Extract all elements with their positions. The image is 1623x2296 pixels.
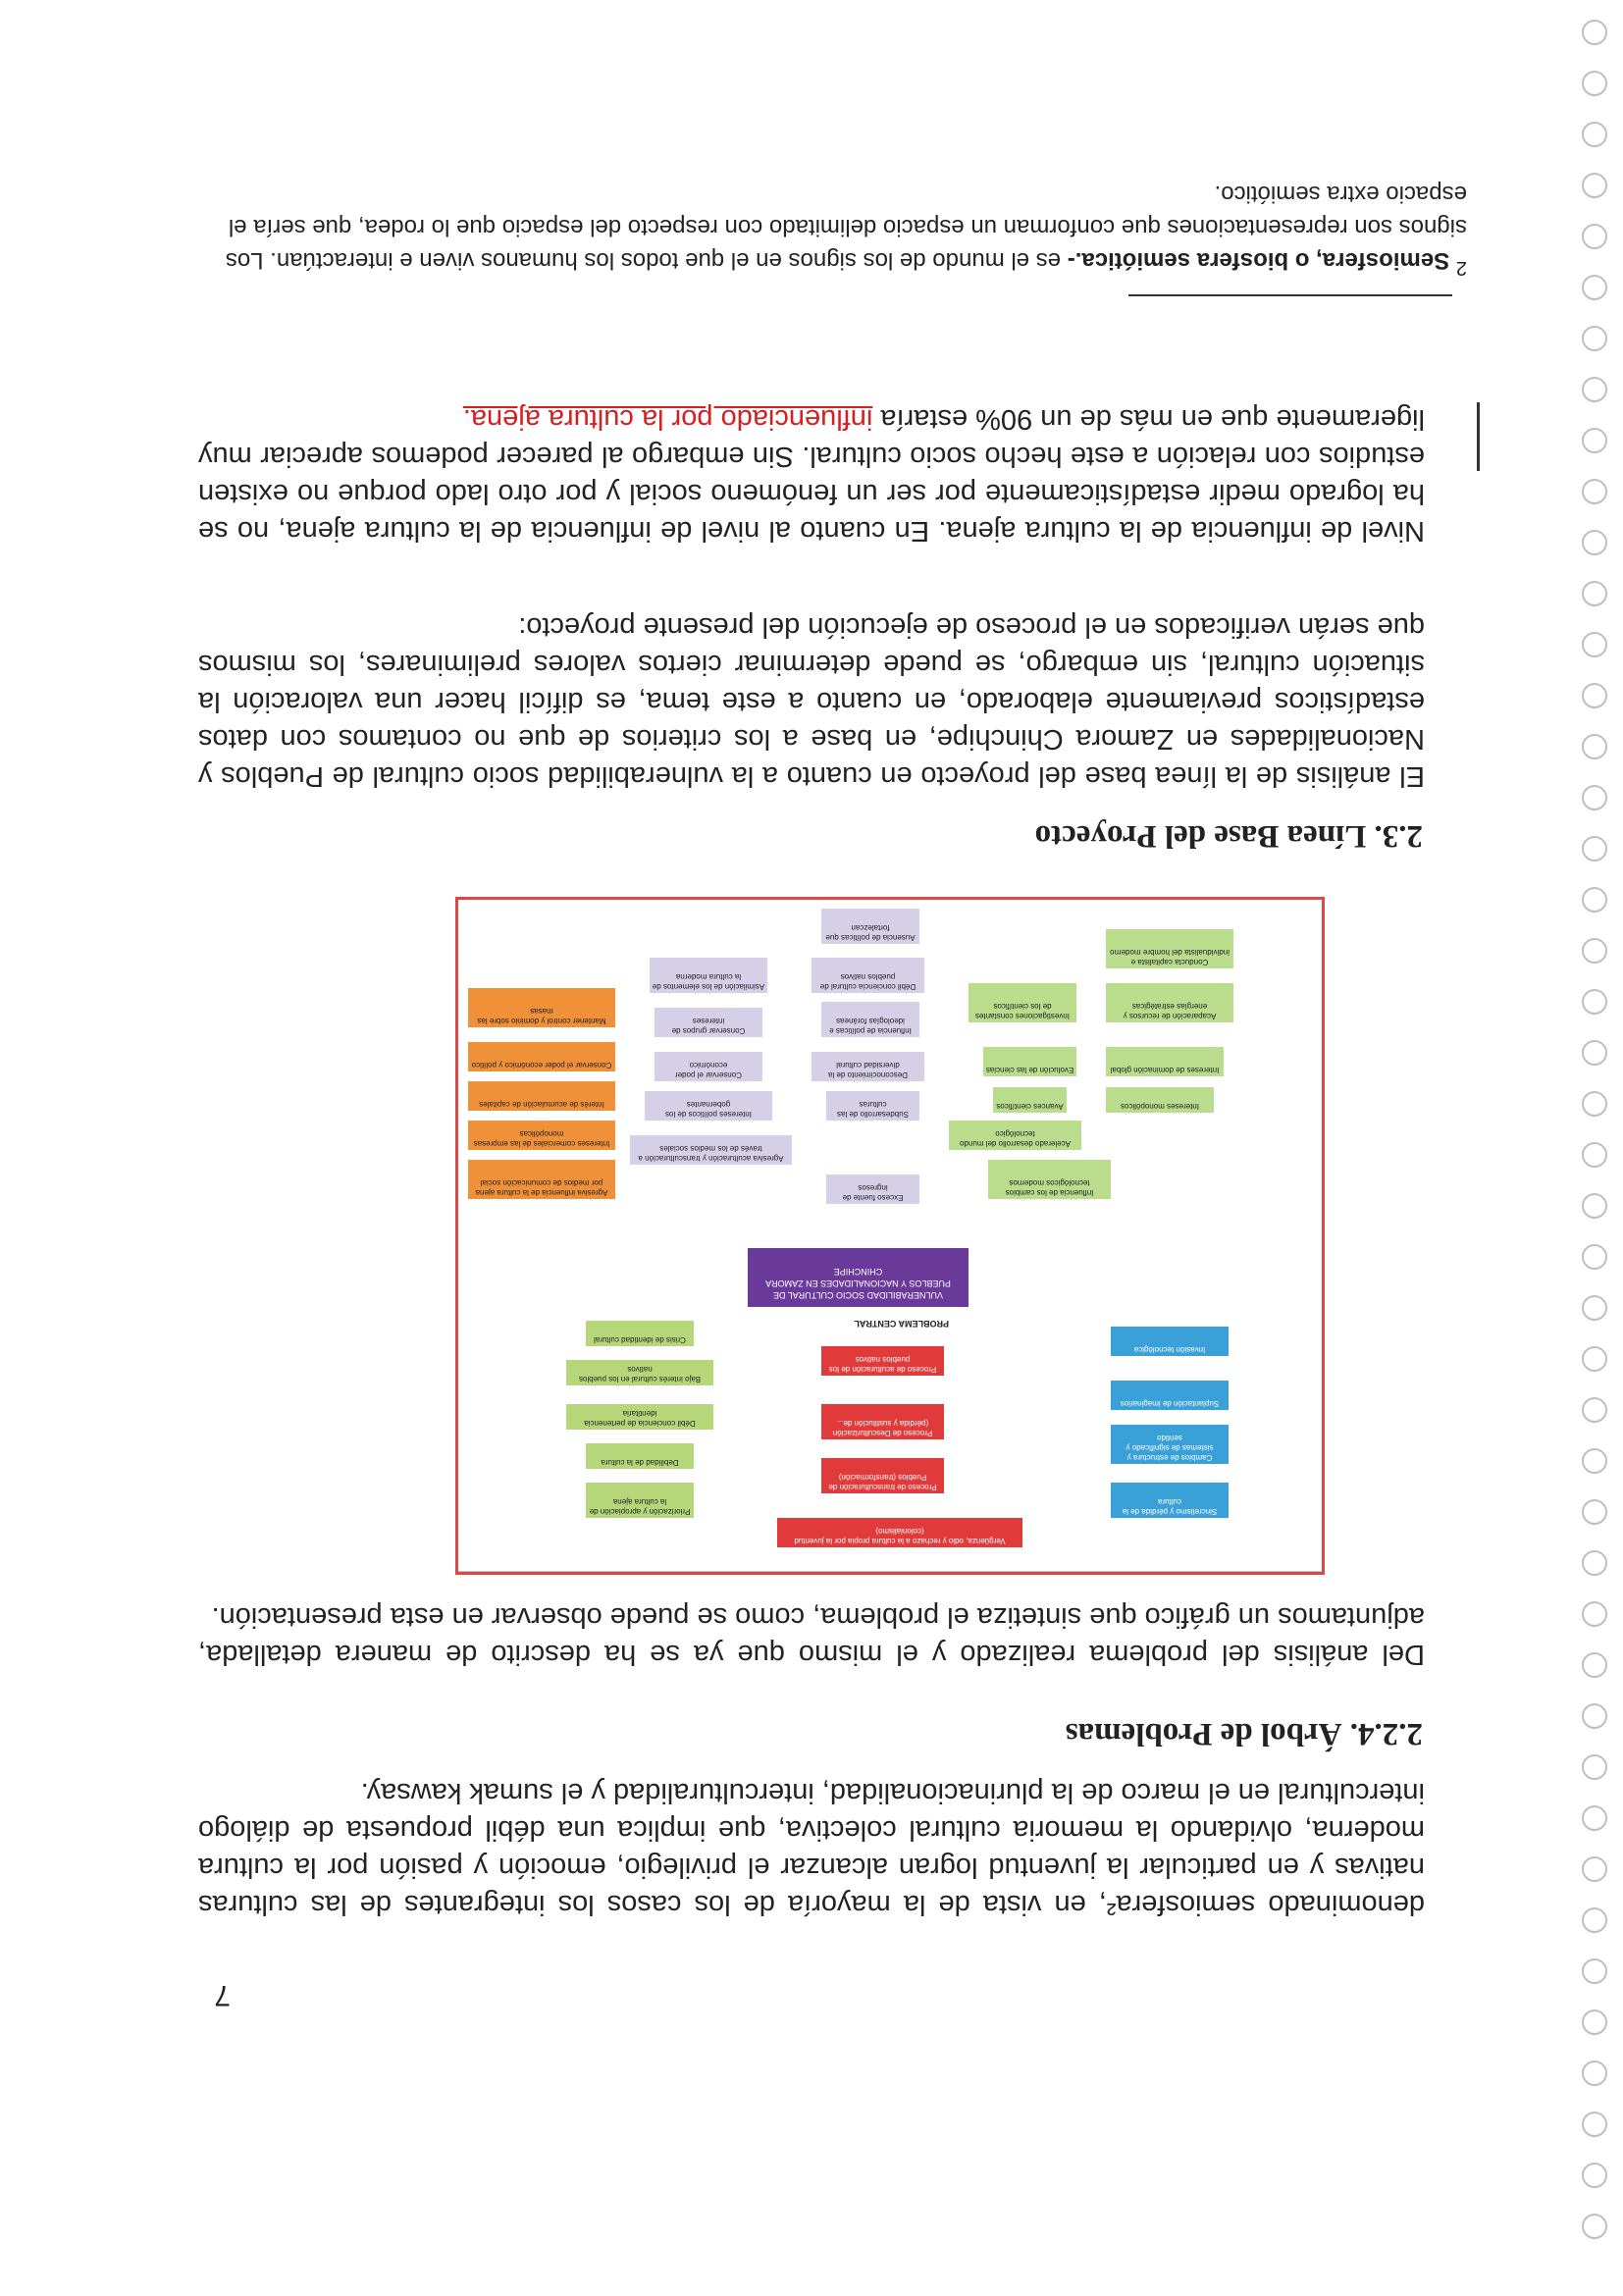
- punch-hole-icon: [1582, 938, 1607, 964]
- punch-hole-icon: [1582, 632, 1607, 657]
- effect-box: Proceso de transculturación de Pueblos (transformación): [821, 1458, 944, 1493]
- effect-box: Crisis de identidad cultural: [586, 1321, 694, 1346]
- cause-box: Acelerado desarrollo del mundo tecnológico: [949, 1121, 1081, 1150]
- revision-bar: [1477, 402, 1480, 471]
- punch-hole-icon: [1582, 1856, 1607, 1882]
- effect-box: Vergüenza, odio y rechazo a la cultura propia por la juventud (colonialismo): [777, 1518, 1022, 1547]
- footnote-text: es el mundo de los signos en el que todos los humanos viven e interactúan. Los signos son representaciones que conforman un espacio delimitado con respecto del espacio que lo rodea, que sería el espacio extra semiótico.: [225, 181, 1467, 274]
- effect-box: Débil conciencia de pertenencia identitaria: [566, 1404, 713, 1430]
- punch-hole-icon: [1582, 836, 1607, 861]
- cause-box: Exceso fuente de ingresos: [826, 1174, 919, 1204]
- punch-hole-icon: [1582, 20, 1607, 45]
- punch-hole-icon: [1582, 2009, 1607, 2035]
- effect-box: Suplantación de imaginarios: [1111, 1381, 1229, 1410]
- punch-hole-icon: [1582, 734, 1607, 759]
- punch-hole-icon: [1582, 1907, 1607, 1933]
- cause-box: Asimilación de los elementos de la cultura moderna: [650, 958, 767, 993]
- paragraph-semiosfera: denominado semiosfera², en vista de la mayoría de los casos los integrantes de las culturas nativas y en particular la juventud logran alcanzar el privilegio, emoción y pasión por la cultura moderna, olvidando la memoria cultural colectiva, que implica una débil propuesta de diálogo intercultural en el marco de la plurinacionalidad, interculturalidad y el sumak kawsay.: [198, 1777, 1425, 1920]
- punch-hole-icon: [1582, 1448, 1607, 1474]
- cause-box: Evolución de las ciencias: [983, 1047, 1076, 1076]
- footnote-term: Semiosfera, o biosfera semiótica.-: [1067, 247, 1450, 274]
- punch-hole-icon: [1582, 428, 1607, 453]
- cause-box: Intereses políticos de los gobernantes: [645, 1091, 772, 1121]
- footnote-rule: [1128, 294, 1452, 296]
- punch-hole-icon: [1582, 1550, 1607, 1576]
- cause-box: Agresiva influencia de la cultura ajena por medios de comunicación social: [468, 1160, 615, 1199]
- cause-box: Conservar el poder económico y político: [468, 1042, 615, 1071]
- cause-box: Subdesarrollo de las culturas: [826, 1091, 919, 1121]
- punch-holes: [1574, 0, 1623, 2296]
- punch-hole-icon: [1582, 785, 1607, 810]
- punch-hole-icon: [1582, 2163, 1607, 2188]
- punch-hole-icon: [1582, 224, 1607, 249]
- cause-box: Influencia de políticas e ideologías foráneas: [821, 1002, 919, 1037]
- effect-box: Priorización y apropiación de la cultura ajena: [586, 1483, 694, 1518]
- punch-hole-icon: [1582, 1805, 1607, 1831]
- cause-box: Avances científicos: [993, 1087, 1067, 1113]
- cause-box: Acaparación de recursos y energías estratégicas: [1106, 983, 1233, 1022]
- problem-tree-diagram: [455, 897, 1325, 1575]
- punch-hole-icon: [1582, 1244, 1607, 1270]
- punch-hole-icon: [1582, 1601, 1607, 1627]
- effect-box: Invasión tecnológica: [1111, 1327, 1229, 1356]
- punch-hole-icon: [1582, 530, 1607, 555]
- heading-arbol-de-problemas: 2.2.4. Árbol de Problemas: [1065, 1716, 1423, 1751]
- cause-box: Intereses comerciales de las empresas monopólicas: [468, 1121, 615, 1150]
- punch-hole-icon: [1582, 1703, 1607, 1729]
- punch-hole-icon: [1582, 2214, 1607, 2239]
- effect-box: Proceso de aculturación de los pueblos nativos: [821, 1346, 944, 1376]
- punch-hole-icon: [1582, 1295, 1607, 1321]
- cause-box: Intereses de dominación global: [1106, 1047, 1224, 1076]
- effect-box: Bajo interés cultural en los pueblos nativos: [566, 1360, 713, 1385]
- punch-hole-icon: [1582, 173, 1607, 198]
- punch-hole-icon: [1582, 275, 1607, 300]
- punch-hole-icon: [1582, 2112, 1607, 2137]
- core-problem-box: VULNERABILIDAD SOCIO CULTURAL DE PUEBLOS Y NACIONALIDADES EN ZAMORA CHINCHIPE: [748, 1248, 969, 1307]
- footnote: [172, 177, 1467, 285]
- effect-box: Cambios de estructura y sistemas de significado y sentido: [1111, 1425, 1229, 1464]
- paragraph-linea-base: El análisis de la línea base del proyecto en cuanto a la vulnerabilidad socio cultural de Pueblos y Nacionalidades en Zamora Chinchipe, en base a los criterios de que no contamos con datos estadísticos previamente elaborado, en cuanto a este tema, es difícil hacer una valoración la situación cultural, sin embargo, se puede determinar ciertos valores preliminares, los mismos que serán verificados en el proceso de ejecución del presente proyecto:: [198, 611, 1425, 792]
- punch-hole-icon: [1582, 1040, 1607, 1066]
- punch-hole-icon: [1582, 1652, 1607, 1678]
- paragraph-nivel-influencia: [198, 400, 1425, 549]
- punch-hole-icon: [1582, 1091, 1607, 1117]
- punch-hole-icon: [1582, 989, 1607, 1015]
- punch-hole-icon: [1582, 71, 1607, 96]
- effect-box: Proceso de Desculturización (pérdida y sustitución de...: [821, 1404, 944, 1439]
- cause-box: Ausencia de políticas que fortalezcan: [821, 909, 919, 944]
- punch-hole-icon: [1582, 122, 1607, 147]
- page-number: 7: [214, 1979, 231, 2011]
- punch-hole-icon: [1582, 326, 1607, 351]
- punch-hole-icon: [1582, 581, 1607, 606]
- punch-hole-icon: [1582, 1397, 1607, 1423]
- punch-hole-icon: [1582, 479, 1607, 504]
- punch-hole-icon: [1582, 1958, 1607, 1984]
- punch-hole-icon: [1582, 2061, 1607, 2086]
- cause-box: Mantener control y dominio sobre las masas: [468, 988, 615, 1027]
- effect-box: Debilidad de la cultura: [586, 1443, 694, 1469]
- cause-box: Conservar grupos de intereses: [654, 1008, 762, 1037]
- punch-hole-icon: [1582, 377, 1607, 402]
- cause-box: Agresiva aculturación y transculturación a través de los medios sociales: [630, 1135, 792, 1165]
- cause-box: Débil conciencia cultural de pueblos nativos: [812, 958, 924, 993]
- influence-text: Nivel de influencia de la cultura ajena. En cuanto al nivel de influencia de la cultura ajena, no se ha logrado medir estadísticamente por ser un fenómeno social y por otro lado porque no existen estudios con relación a este hecho socio cultural. Sin embargo al parecer podemos apreciar muy ligeramente que en más de un 90% estaría: [198, 403, 1425, 547]
- paragraph-analisis-problema: Del análisis del problema realizado y el mismo que ya se ha descrito de manera detallada, adjuntamos un gráfico que sintetiza el problema, como se puede observar en esta presentación.: [198, 1601, 1425, 1670]
- effect-box: Sincretismo y pérdida de la cultura: [1111, 1483, 1229, 1518]
- punch-hole-icon: [1582, 683, 1607, 708]
- cause-box: Conducta capitalista e individualista del hombre moderno: [1106, 929, 1233, 968]
- punch-hole-icon: [1582, 1754, 1607, 1780]
- punch-hole-icon: [1582, 1499, 1607, 1525]
- cause-box: Intereses monopólicos: [1106, 1087, 1214, 1113]
- cause-box: Conservar el poder económico: [654, 1052, 762, 1081]
- punch-hole-icon: [1582, 1346, 1607, 1372]
- heading-linea-base: 2.3. Línea Base del Proyecto: [1034, 818, 1423, 854]
- punch-hole-icon: [1582, 1142, 1607, 1168]
- punch-hole-icon: [1582, 887, 1607, 913]
- influence-highlight: influenciado por la cultura ajena.: [462, 403, 873, 435]
- cause-box: Influencia de los cambios tecnológicos modernos: [988, 1160, 1111, 1199]
- core-problem-label: PROBLEMA CENTRAL: [854, 1319, 949, 1329]
- punch-hole-icon: [1582, 1193, 1607, 1219]
- cause-box: Desconocimiento de la diversidad cultural: [812, 1052, 924, 1081]
- cause-box: Interés de acumulación de capitales: [468, 1081, 615, 1111]
- cause-box: Investigaciones constantes de los científicos: [969, 983, 1076, 1022]
- footnote-mark: 2: [1455, 257, 1467, 279]
